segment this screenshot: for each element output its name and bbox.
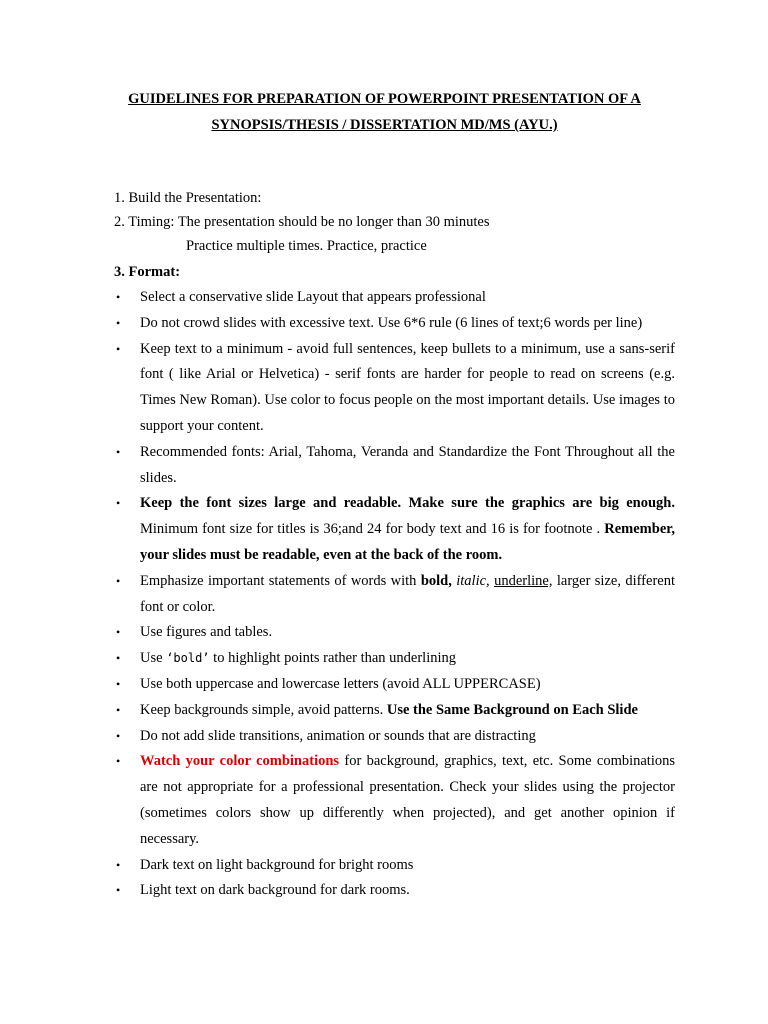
bullet-icon: • (116, 857, 121, 872)
bullet-icon: • (116, 625, 121, 640)
bullet-item: • Keep the font sizes large and readable. Make sure the graphics are big enough. Minimum font size for titles is 36;and 24 for body text and 16 is for footnote . Remember, your slides must be readable, even at the back of the room. (116, 491, 675, 568)
item-build-presentation: 1. Build the Presentation: (114, 190, 262, 206)
bullet-icon: • (116, 702, 121, 717)
format-bullet-list (116, 285, 675, 904)
bullet-item: • Do not add slide transitions, animation or sounds that are distracting (116, 724, 675, 750)
bullet-item: • Do not crowd slides with excessive text. Use 6*6 rule (6 lines of text;6 words per line) (116, 311, 675, 337)
item-format-heading: 3. Format: (114, 264, 181, 280)
bullet-item: • Use both uppercase and lowercase letters (avoid ALL UPPERCASE) (116, 672, 675, 698)
bullet-item: • Select a conservative slide Layout that appears professional (116, 285, 675, 311)
bullet-item: • Light text on dark background for dark rooms. (116, 878, 675, 904)
bullet-icon: • (116, 754, 121, 769)
document-title-line-1: GUIDELINES FOR PREPARATION OF POWERPOINT PRESENTATION OF A (128, 91, 641, 107)
bullet-icon: • (116, 341, 121, 356)
bullet-item: • Watch your color combinations for background, graphics, text, etc. Some combinations are not appropriate for a professional presentation. Check your slides using the projector (sometimes colors show up differently when projected), and get another opinion if necessary. (116, 749, 675, 852)
bullet-icon: • (116, 290, 121, 304)
bullet-item: • Recommended fonts: Arial, Tahoma, Veranda and Standardize the Font Throughout all the slides. (116, 440, 675, 492)
item-practice: Practice multiple times. Practice, practice (186, 238, 427, 254)
bullet-item: • Use figures and tables. (116, 620, 675, 646)
bullet-item: • Emphasize important statements of words with bold, italic, underline, larger size, different font or color. (116, 569, 675, 621)
bullet-icon: • (116, 444, 121, 459)
bullet-icon: • (116, 315, 121, 330)
bullet-item: • Keep backgrounds simple, avoid patterns. Use the Same Background on Each Slide (116, 698, 675, 724)
bullet-icon: • (116, 728, 121, 743)
document-title-line-2: SYNOPSIS/THESIS / DISSERTATION MD/MS (AYU.) (211, 117, 558, 133)
bullet-icon: • (116, 676, 121, 691)
bullet-icon: • (116, 573, 121, 588)
item-timing: 2. Timing: The presentation should be no longer than 30 minutes (114, 214, 490, 230)
bullet-item: • Use ‘bold’ to highlight points rather than underlining (116, 646, 675, 672)
bullet-icon: • (116, 883, 121, 898)
bullet-icon: • (116, 496, 121, 511)
bullet-item: • Keep text to a minimum - avoid full sentences, keep bullets to a minimum, use a sans-serif font ( like Arial or Helvetica) - serif fonts are harder for people to read on screens (e.g. Times New Roman). Use color to focus people on the most important details. Use images to support your content. (116, 337, 675, 440)
bullet-item: • Dark text on light background for bright rooms (116, 853, 675, 879)
bullet-icon: • (116, 651, 121, 666)
